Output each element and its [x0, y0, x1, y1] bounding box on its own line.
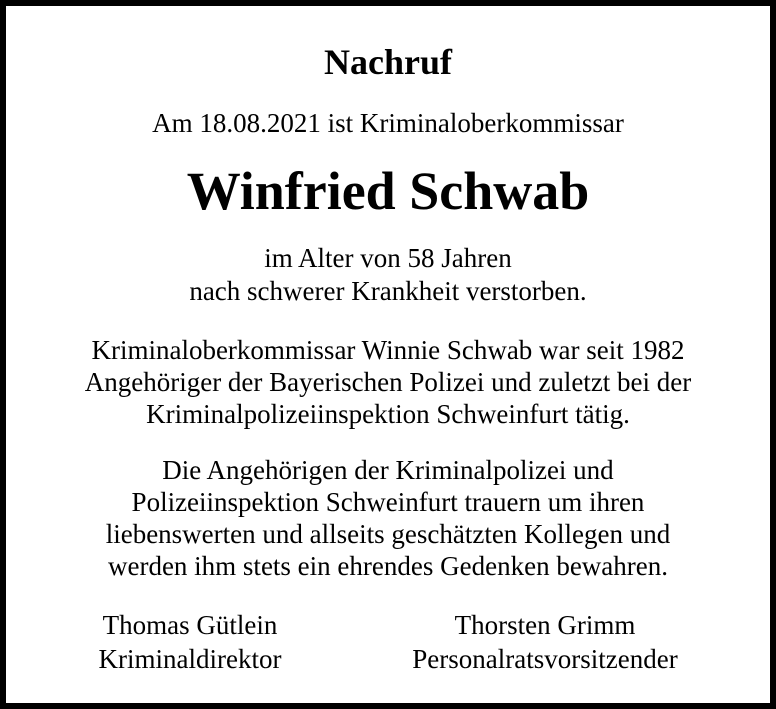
deceased-name: Winfried Schwab: [186, 161, 590, 221]
career-line: Kriminalpolizeiinspektion Schweinfurt tätig.: [146, 399, 630, 429]
mourning-line: Die Angehörigen der Kriminalpolizei und: [162, 455, 614, 485]
career-line: Angehöriger der Bayerischen Polizei und zuletzt bei der: [84, 367, 692, 397]
signatory-role-right: Personalratsvorsitzender: [412, 644, 678, 674]
mourning-line: werden ihm stets ein ehrendes Gedenken bewahren.: [107, 551, 669, 581]
notice-intro: Am 18.08.2021 ist Kriminaloberkommissar: [152, 108, 624, 138]
age-line: im Alter von 58 Jahren: [264, 243, 512, 273]
career-line: Kriminaloberkommissar Winnie Schwab war seit 1982: [91, 335, 685, 365]
signatory-name-right: Thorsten Grimm: [454, 610, 636, 640]
mourning-line: liebenswerten und allseits geschätzten Kollegen und: [105, 519, 671, 549]
mourning-line: Polizeiinspektion Schweinfurt trauern um ihren: [131, 487, 645, 517]
cause-line: nach schwerer Krankheit verstorben.: [189, 276, 587, 306]
signatory-role-left: Kriminaldirektor: [98, 644, 282, 674]
notice-title: Nachruf: [324, 42, 452, 82]
signatory-name-left: Thomas Gütlein: [102, 610, 278, 640]
